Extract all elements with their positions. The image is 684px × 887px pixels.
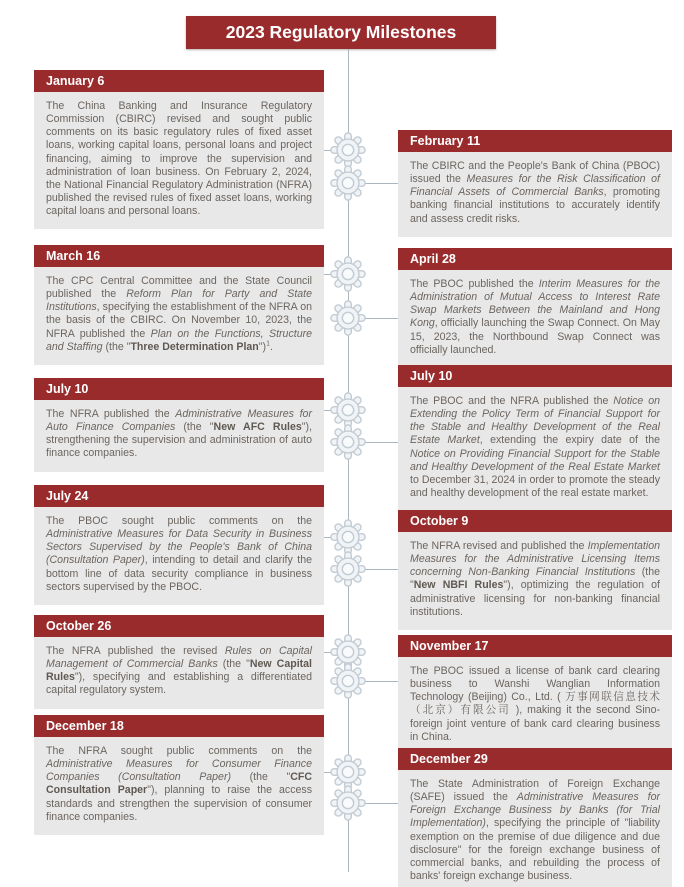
event-body-text: The NFRA sought public comments on the Administrative Measures for Consumer Finance Companies (Consultation Paper) (the "CFC Consultation Paper"), planning to raise the access standards and strengthen the supervision of consumer finance companies. bbox=[34, 737, 324, 835]
event-date: January 6 bbox=[46, 74, 105, 88]
event-december-18 bbox=[34, 715, 324, 835]
event-october-26 bbox=[34, 615, 324, 709]
event-march-16 bbox=[34, 245, 324, 365]
event-february-11 bbox=[398, 130, 672, 237]
event-date: July 24 bbox=[46, 489, 89, 503]
event-date: April 28 bbox=[410, 252, 456, 266]
event-body-text: The NFRA published the revised Rules on Capital Management of Commercial Banks (the "New Capital Rules"), specifying and establishing a differentiated capital regulatory system. bbox=[34, 637, 324, 709]
event-body-text: The PBOC and the NFRA published the Notice on Extending the Policy Term of Financial Support for the Stable and Healthy Development of the Real Estate Market, extending the expiry date of the Notice on Providing Financial Support for the Stable and Healthy Development of the Real Estate Market to December 31, 2024 in order to promote the steady and healthy development of the real estate market. bbox=[398, 387, 672, 511]
event-july-24 bbox=[34, 485, 324, 605]
page-title bbox=[186, 16, 496, 49]
event-july-10-right bbox=[398, 365, 672, 511]
event-date: February 11 bbox=[410, 134, 481, 148]
gear-icon bbox=[329, 255, 367, 293]
event-date: March 16 bbox=[46, 249, 101, 263]
event-date-header bbox=[34, 245, 324, 267]
event-date: October 26 bbox=[46, 619, 112, 633]
event-november-17 bbox=[398, 635, 672, 755]
gear-icon bbox=[329, 299, 367, 337]
event-date-header bbox=[398, 365, 672, 387]
event-body-text: The State Administration of Foreign Exchange (SAFE) issued the Administrative Measures for Foreign Exchange Business by Banks (for Trial Implementation), specifying the principle of "liability exemption on the premise of due diligence and due disclosure" for the foreign exchange business of commercial banks, and rebuilding the process of banks' foreign exchange business. bbox=[398, 770, 672, 887]
gear-icon bbox=[329, 662, 367, 700]
event-date-header bbox=[34, 378, 324, 400]
gear-icon bbox=[329, 550, 367, 588]
event-body-text: The CBIRC and the People's Bank of China (PBOC) issued the Measures for the Risk Classification of Financial Assets of Commercial Banks, promoting banking financial institutions to accurately identify and assess credit risks. bbox=[398, 152, 672, 237]
event-october-9 bbox=[398, 510, 672, 630]
event-date-header bbox=[398, 635, 672, 657]
event-april-28 bbox=[398, 248, 672, 368]
event-date-header bbox=[34, 485, 324, 507]
event-date-header bbox=[398, 510, 672, 532]
event-date: December 29 bbox=[410, 752, 488, 766]
event-date: December 18 bbox=[46, 719, 124, 733]
event-date: November 17 bbox=[410, 639, 489, 653]
event-date-header bbox=[34, 715, 324, 737]
event-body-text: The PBOC sought public comments on the Administrative Measures for Data Security in Business Sectors Supervised by the People's Bank of China (Consultation Paper), intending to detail and clarify the bottom line of data security compliance in business sectors supervised by the PBOC. bbox=[34, 507, 324, 605]
gear-icon bbox=[329, 784, 367, 822]
event-date-header bbox=[398, 748, 672, 770]
event-date-header bbox=[34, 615, 324, 637]
event-date: July 10 bbox=[46, 382, 89, 396]
event-body-text: The CPC Central Committee and the State Council published the Reform Plan for Party and State Institutions, specifying the establishment of the NFRA on the basis of the CBIRC. On November 10, 2023, the NFRA published the Plan on the Functions, Structure and Staffing (the "Three Determination Plan")$^1$. bbox=[34, 267, 324, 365]
event-body-text: The PBOC issued a license of bank card clearing business to Wanshi Wanglian Information Technology (Beijing) Co., Ltd. ( 万事网联信息技术（北京）有限公司 ), making it the second Sino-foreign joint venture of bank card clearing business in China. bbox=[398, 657, 672, 755]
event-july-10-left bbox=[34, 378, 324, 472]
event-date-header bbox=[398, 248, 672, 270]
event-december-29 bbox=[398, 748, 672, 887]
page-title-text: 2023 Regulatory Milestones bbox=[225, 22, 457, 42]
event-date-header bbox=[34, 70, 324, 92]
event-date: October 9 bbox=[410, 514, 469, 528]
event-body-text: The NFRA revised and published the Implementation Measures for the Administrative Licensing Items concerning Non-Banking Financial Institutions (the "New NBFI Rules"), optimizing the regulation of administrative licensing for non-banking financial institutions. bbox=[398, 532, 672, 630]
event-date-header bbox=[398, 130, 672, 152]
event-body-text: The NFRA published the Administrative Measures for Auto Finance Companies (the "New AFC Rules"), strengthening the supervision and administration of auto finance companies. bbox=[34, 400, 324, 472]
event-body-text: The PBOC published the Interim Measures for the Administration of Mutual Access to Interest Rate Swap Markets Between the Mainland and Hong Kong, officially launching the Swap Connect. On May 15, 2023, the Northbound Swap Connect was officially launched. bbox=[398, 270, 672, 368]
event-body-text: The China Banking and Insurance Regulatory Commission (CBIRC) revised and sought public comments on its basic regulatory rules of fixed asset loans, working capital loans, personal loans and project financing, aiming to improve the supervision and administration of loan business. On February 2, 2024, the National Financial Regulatory Administration (NFRA) published the revised rules of fixed asset loans, working capital loans and personal loans. bbox=[34, 92, 324, 229]
event-january-6 bbox=[34, 70, 324, 229]
event-date: July 10 bbox=[410, 369, 453, 383]
gear-icon bbox=[329, 423, 367, 461]
gear-icon bbox=[329, 164, 367, 202]
